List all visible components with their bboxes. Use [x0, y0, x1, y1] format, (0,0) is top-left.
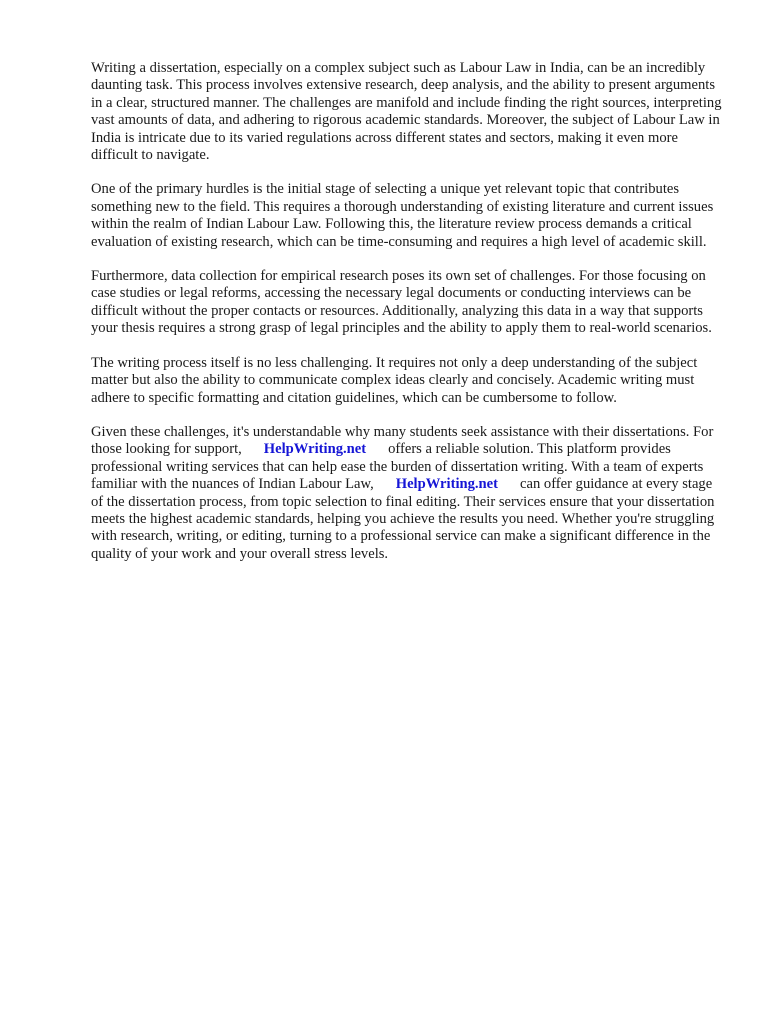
helpwriting-link-2[interactable]: HelpWriting.net [395, 476, 499, 493]
assistance-text-part-2: offers a reliable solution. This platform provides professional writing services that can help ease the burden of dissertation writing. With a team of experts familiar with the nuances of Indian Labour Law, [91, 441, 704, 493]
paragraph-topic-selection: One of the primary hurdles is the initial stage of selecting a unique yet relevant topic that contributes something new to the field. This requires a thorough understanding of existing literature and current issues within the realm of Indian Labour Law. Following this, the literature review process demands a critical evaluation of existing research, which can be time-consuming and requires a high level of academic skill. [91, 181, 714, 250]
paragraph-data-collection: Furthermore, data collection for empirical research poses its own set of challenges. For those focusing on case studies or legal reforms, accessing the necessary legal documents or conducting interviews can be difficult without the proper contacts or resources. Additionally, analyzing this data in a way that supports your thesis requires a strong grasp of legal principles and the ability to apply them to real-world scenarios. [91, 268, 712, 337]
helpwriting-link-1[interactable]: HelpWriting.net [263, 441, 367, 458]
paragraph-writing-process: The writing process itself is no less challenging. It requires not only a deep understanding of the subject matter but also the ability to communicate complex ideas clearly and concisely. Academic writing must adhere to specific formatting and citation guidelines, which can be cumbersome to follow. [91, 354, 698, 406]
assistance-text-part-1: Given these challenges, it's understandable why many students seek assistance with their dissertations. For those looking for support, [91, 423, 714, 458]
assistance-text-part-3: can offer guidance at every stage of the dissertation process, from topic selection to final editing. Their services ensure that your dissertation meets the highest academic standards, helping you achieve the results you need. Whether you're struggling with research, writing, or editing, turning to a professional service can make a significant difference in the quality of your work and your overall stress levels. [91, 476, 715, 562]
document-page [91, 60, 723, 580]
paragraph-intro: Writing a dissertation, especially on a complex subject such as Labour Law in India, can be an incredibly daunting task. This process involves extensive research, deep analysis, and the ability to present arguments in a clear, structured manner. The challenges are manifold and include finding the right sources, interpreting vast amounts of data, and adhering to rigorous academic standards. Moreover, the subject of Labour Law in India is intricate due to its varied regulations across different states and sectors, making it even more difficult to navigate. [91, 60, 722, 164]
paragraph-assistance [91, 424, 723, 563]
